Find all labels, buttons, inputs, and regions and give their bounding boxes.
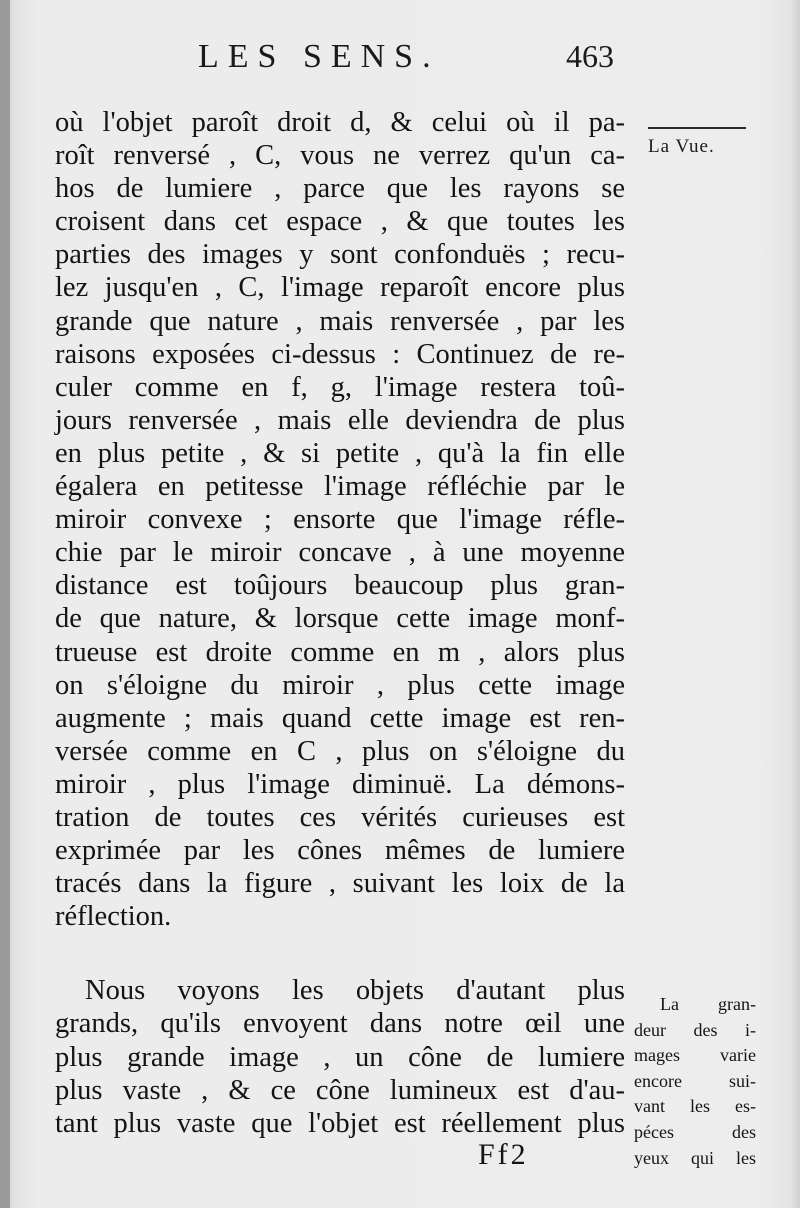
text-line: Nous voyons les objets d'autant plus [85, 975, 625, 1006]
text-line: raisons exposées ci-dessus : Continuez de re- [55, 338, 625, 370]
paragraph-2 [55, 974, 625, 1140]
text-line: en plus petite , & si petite , qu'à la fin elle [55, 437, 625, 469]
running-head: La Vue. [648, 136, 715, 157]
margin-note-line: péces des [634, 1121, 756, 1142]
text-line: roît renversé , C, vous ne verrez qu'un ca- [55, 140, 625, 172]
text-line: plus grande image , un cône de lumiere [55, 1041, 625, 1073]
text-line: réflection. [55, 901, 172, 933]
margin-note-line: encore sui- [634, 1070, 756, 1091]
text-line: croisent dans cet espace , & que toutes les [55, 206, 625, 238]
running-head-rule [648, 127, 746, 129]
text-line: jours renversée , mais elle deviendra de plus [55, 404, 625, 436]
text-line: miroir , plus l'image diminuë. La démons- [55, 768, 625, 800]
margin-note-line: mages varie [634, 1045, 756, 1066]
text-line: versée comme en C , plus on s'éloigne du [55, 735, 625, 767]
page-number: 463 [566, 38, 614, 74]
margin-note-line: yeux qui les [634, 1147, 756, 1168]
page-gutter [0, 0, 10, 1208]
text-line: où l'objet paroît droit d, & celui où il pa- [55, 107, 625, 138]
text-line: on s'éloigne du miroir , plus cette image [55, 669, 625, 701]
text-line: miroir convexe ; ensorte que l'image réfle- [55, 504, 625, 536]
text-line: chie par le miroir concave , à une moyenne [55, 537, 625, 569]
text-line: tration de toutes ces vérités curieuses est [55, 801, 625, 833]
text-line: parties des images y sont confonduës ; recu- [55, 239, 625, 271]
text-line: tant plus vaste que l'objet est réellement plus [55, 1108, 625, 1140]
text-line: hos de lumiere , parce que les rayons se [55, 173, 625, 205]
text-line: égalera en petitesse l'image réfléchie par le [55, 471, 625, 503]
text-line: grande que nature , mais renversée , par les [55, 305, 625, 337]
margin-note [634, 992, 756, 1171]
paragraph-1 [55, 106, 625, 933]
text-line: distance est toûjours beaucoup plus gran- [55, 570, 625, 602]
margin-note-line: deur des i- [634, 1019, 756, 1040]
text-line: trueuse est droite comme en m , alors plus [55, 636, 625, 668]
page-header-title: LES SENS. [198, 38, 440, 75]
text-line: de que nature, & lorsque cette image monf- [55, 603, 625, 635]
text-line: exprimée par les cônes mêmes de lumiere [55, 835, 625, 867]
text-line: augmente ; mais quand cette image est ren- [55, 702, 625, 734]
text-line: lez jusqu'en , C, l'image reparoît encore plus [55, 272, 625, 304]
margin-note-line: vant les es- [634, 1096, 756, 1117]
signature-mark: Ff2 [478, 1138, 529, 1171]
text-line: plus vaste , & ce cône lumineux est d'au- [55, 1074, 625, 1106]
text-line: grands, qu'ils envoyent dans notre œil une [55, 1008, 625, 1040]
margin-note-line: La gran- [660, 994, 756, 1014]
text-line: tracés dans la figure , suivant les loix de la [55, 868, 625, 900]
text-line: culer comme en f, g, l'image restera toû- [55, 371, 625, 403]
